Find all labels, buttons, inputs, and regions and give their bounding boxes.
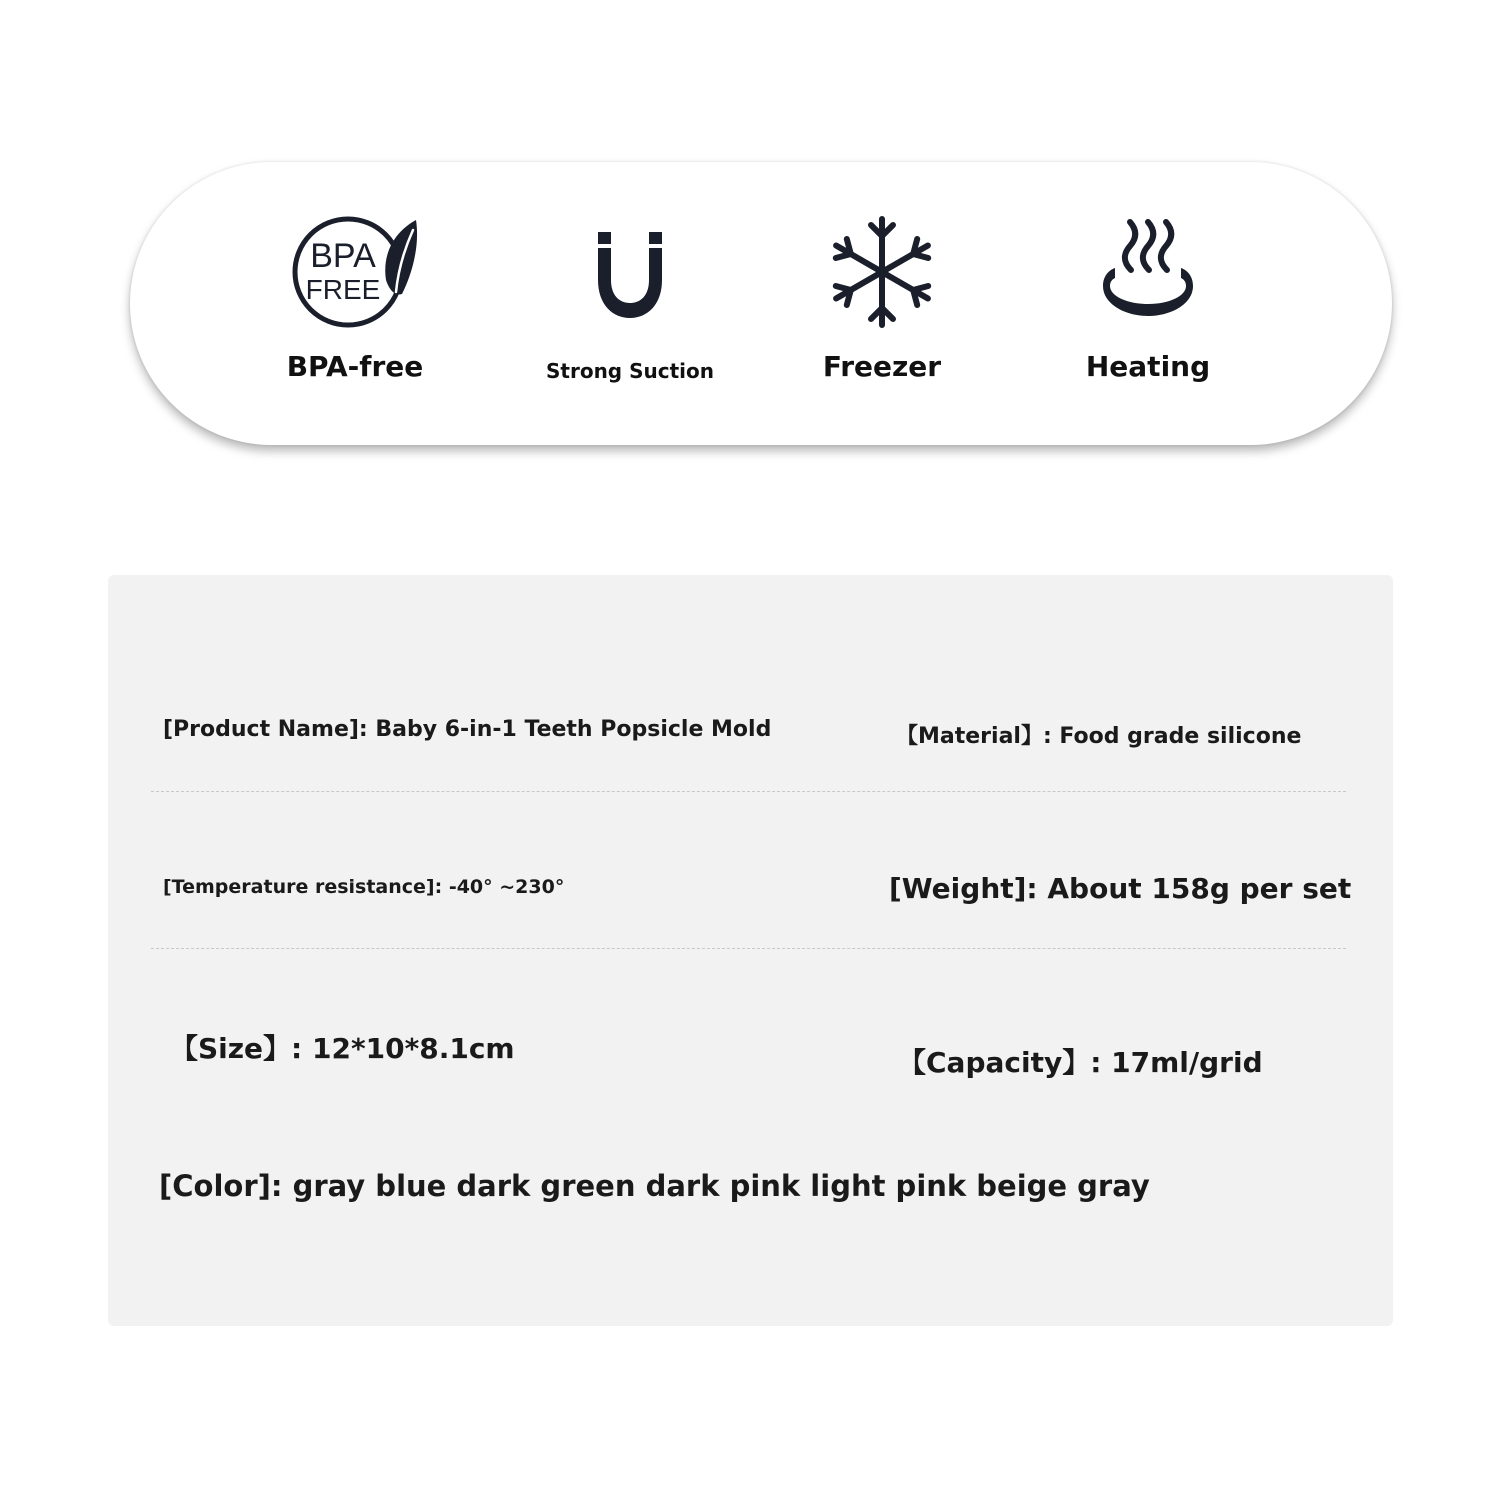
spec-capacity: 【Capacity】: 17ml/grid: [898, 1046, 1263, 1079]
feature-bpa-free: [245, 162, 465, 445]
magnet-icon: [565, 212, 695, 332]
spec-temperature: [Temperature resistance]: -40° ~230°: [163, 876, 565, 898]
feature-label: Heating: [1085, 350, 1211, 383]
feature-banner: [130, 162, 1392, 445]
feature-label: Strong Suction: [546, 359, 714, 383]
spec-weight: [Weight]: About 158g per set: [889, 872, 1352, 905]
spec-color: [Color]: gray blue dark green dark pink light pink beige gray: [159, 1169, 1150, 1203]
feature-label: BPA-free: [286, 350, 424, 383]
feature-label: Freezer: [822, 350, 942, 383]
steam-heat-icon: [1083, 212, 1213, 332]
feature-heating: [1038, 162, 1258, 445]
spec-product-name: [Product Name]: Baby 6-in-1 Teeth Popsicle Mold: [163, 717, 772, 742]
bpa-icon-text: BPA: [310, 237, 376, 275]
feature-strong-suction: [520, 162, 740, 445]
feature-freezer: [772, 162, 992, 445]
divider: [151, 948, 1346, 949]
bpa-free-leaf-icon: [290, 212, 420, 332]
snowflake-icon: [817, 212, 947, 332]
divider: [151, 791, 1346, 792]
specs-panel: [108, 575, 1393, 1326]
free-icon-text: FREE: [305, 274, 381, 305]
spec-material: 【Material】: Food grade silicone: [896, 724, 1302, 749]
spec-size: 【Size】: 12*10*8.1cm: [170, 1032, 515, 1065]
